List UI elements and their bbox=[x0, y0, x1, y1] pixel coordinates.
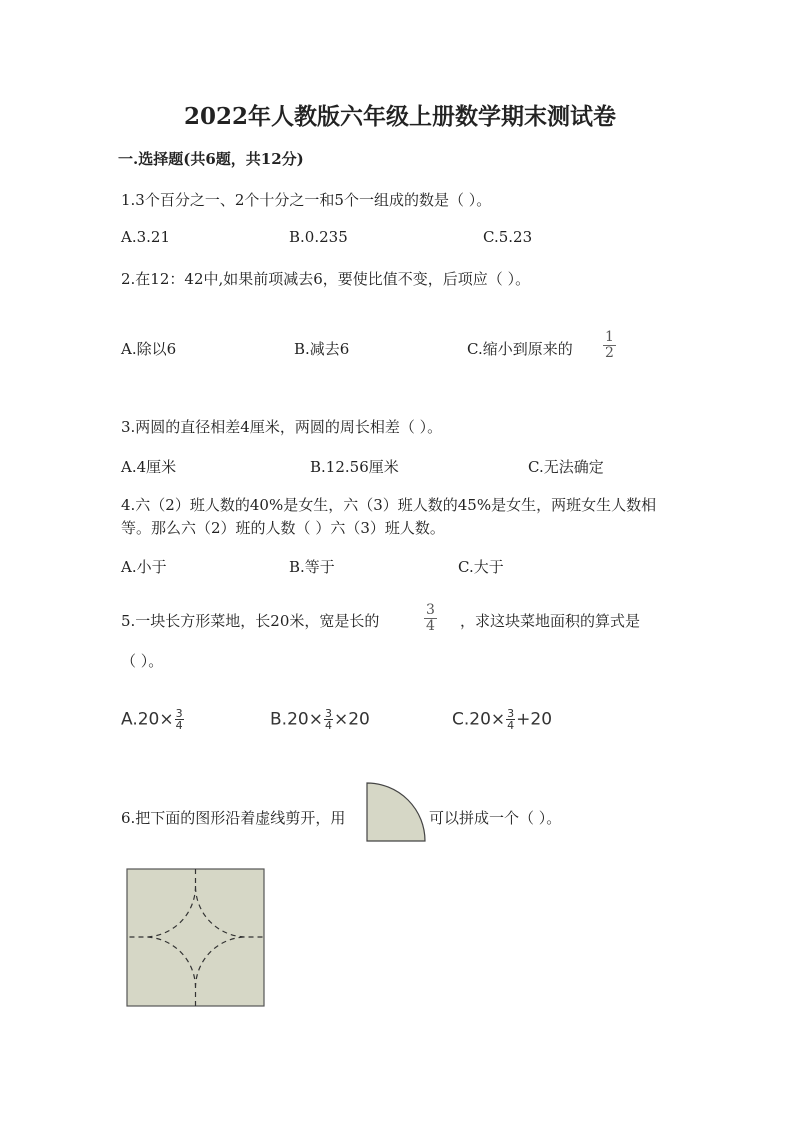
question-2-option-c-fraction bbox=[603, 330, 616, 361]
question-5-option-b bbox=[270, 708, 370, 731]
option-fraction bbox=[324, 708, 333, 731]
fraction-numerator: 3 bbox=[324, 707, 332, 720]
fraction-denominator: 4 bbox=[324, 719, 332, 732]
question-3-option-c: C.无法确定 bbox=[528, 458, 604, 476]
question-4-text-line-1: 4.六（2）班人数的40%是女生，六（3）班人数的45%是女生，两班女生人数相 bbox=[121, 496, 657, 514]
question-6-text-part-2: 可以拼成一个（ ）。 bbox=[429, 809, 562, 827]
fraction-numerator: 3 bbox=[507, 707, 515, 720]
question-5-text-line-2: （ ）。 bbox=[121, 652, 164, 670]
fraction-denominator: 4 bbox=[507, 719, 515, 732]
question-5-option-c bbox=[452, 708, 552, 731]
section-heading: 一.选择题(共6题，共12分) bbox=[118, 150, 304, 168]
fraction-numerator: 3 bbox=[426, 602, 435, 618]
question-4-text-line-2: 等。那么六（2）班的人数（ ）六（3）班人数。 bbox=[121, 519, 445, 537]
question-5-text-part-1: 5.一块长方形菜地，长20米，宽是长的 bbox=[121, 612, 380, 630]
option-suffix: +20 bbox=[516, 709, 553, 730]
question-1-text: 1.3个百分之一、2个十分之一和5个一组成的数是（ ）。 bbox=[121, 191, 492, 209]
option-label: B. bbox=[270, 709, 288, 730]
quarter-circle-shape bbox=[367, 783, 425, 841]
fraction-numerator: 1 bbox=[605, 329, 614, 345]
option-label: C. bbox=[452, 709, 470, 730]
option-fraction bbox=[506, 708, 515, 731]
quarter-circle-figure bbox=[365, 781, 427, 843]
question-2-option-c: C.缩小到原来的 bbox=[467, 340, 573, 358]
question-2-text: 2.在12：42中,如果前项减去6，要使比值不变，后项应（ ）。 bbox=[121, 270, 531, 288]
question-3-text: 3.两圆的直径相差4厘米，两圆的周长相差（ ）。 bbox=[121, 418, 443, 436]
question-2-option-b: B.减去6 bbox=[294, 340, 350, 358]
square-cut-figure bbox=[126, 868, 266, 1008]
fraction-denominator: 4 bbox=[175, 719, 183, 732]
question-1-option-c: C.5.23 bbox=[483, 228, 533, 246]
fraction-numerator: 3 bbox=[175, 707, 183, 720]
question-6-text-part-1: 6.把下面的图形沿着虚线剪开，用 bbox=[121, 809, 346, 827]
option-label: A. bbox=[121, 709, 138, 730]
page-title: 2022年人教版六年级上册数学期末测试卷 bbox=[183, 103, 616, 130]
question-5-option-a bbox=[121, 708, 185, 731]
fraction-denominator: 4 bbox=[426, 618, 435, 634]
question-4-option-b: B.等于 bbox=[289, 558, 335, 576]
fraction-denominator: 2 bbox=[605, 345, 614, 361]
question-1-option-a: A.3.21 bbox=[121, 228, 170, 246]
question-3-option-a: A.4厘米 bbox=[121, 458, 177, 476]
question-5-fraction bbox=[424, 603, 437, 634]
question-1-option-b: B.0.235 bbox=[289, 228, 348, 246]
option-prefix: 20× bbox=[137, 709, 174, 730]
option-suffix: ×20 bbox=[333, 709, 370, 730]
question-4-option-a: A.小于 bbox=[121, 558, 167, 576]
question-2-option-a: A.除以6 bbox=[121, 340, 177, 358]
option-prefix: 20× bbox=[287, 709, 323, 730]
question-4-option-c: C.大于 bbox=[458, 558, 504, 576]
question-3-option-b: B.12.56厘米 bbox=[310, 458, 399, 476]
option-fraction bbox=[175, 708, 184, 731]
option-prefix: 20× bbox=[469, 709, 506, 730]
question-5-text-part-2: ，求这块菜地面积的算式是 bbox=[460, 612, 641, 630]
